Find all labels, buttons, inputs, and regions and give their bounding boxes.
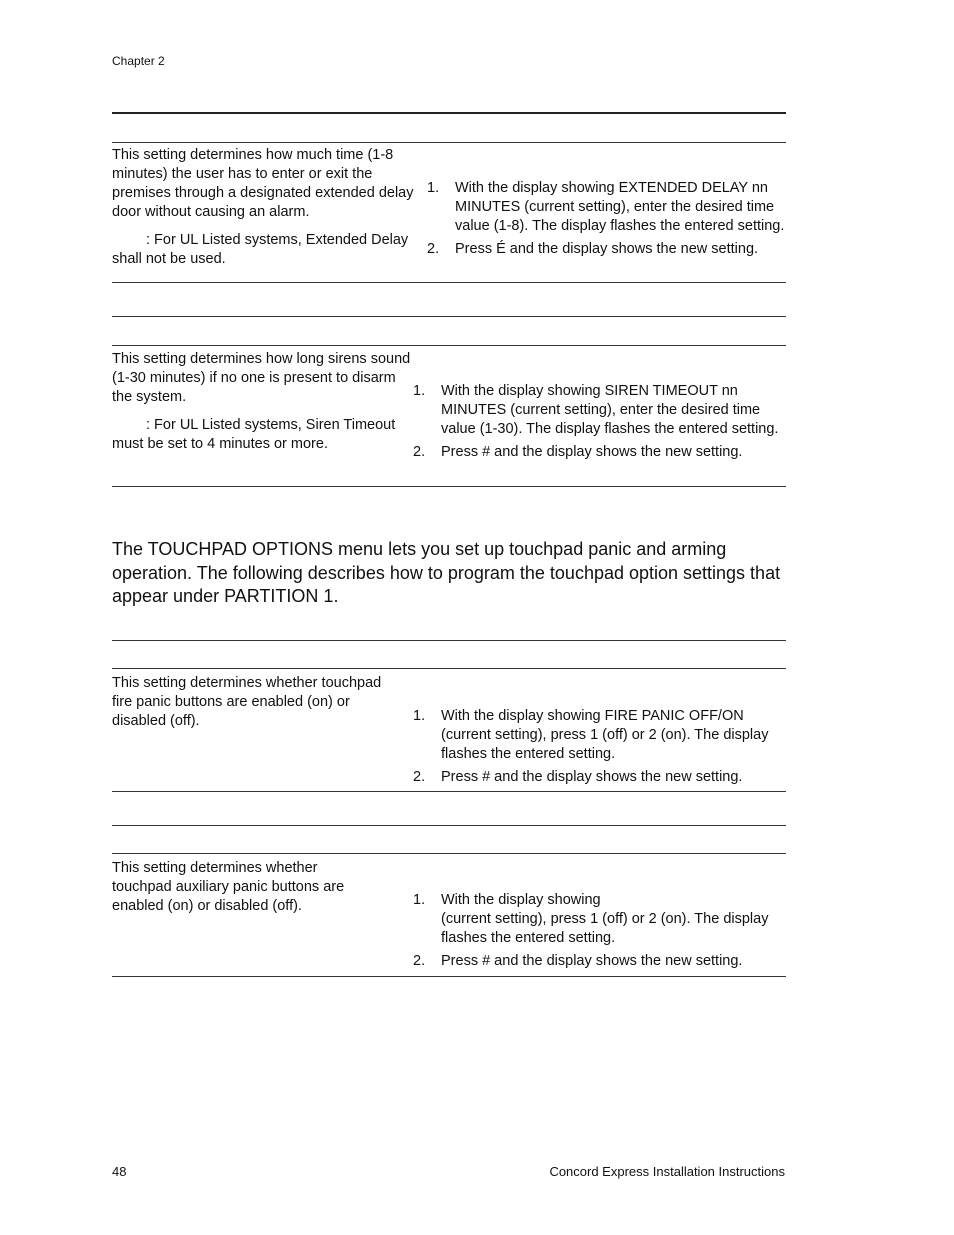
table-bottom-rule — [112, 791, 786, 792]
description-text: This setting determines whether touchpad fire panic buttons are enabled (on) or disabled (off). — [112, 675, 382, 729]
procedure-steps — [413, 707, 787, 791]
step-item: 1. With the display showing SIREN TIMEOUT nn MINUTES (current setting), enter the desired time value (1-30). The display flashes the entered setting. — [413, 383, 779, 437]
step-item: 2. Press É and the display shows the new setting. — [427, 241, 759, 257]
step-item: 2. Press # and the display shows the new setting. — [413, 444, 743, 460]
step-text: With the display showing EXTENDED DELAY nn MINUTES (current setting), enter the desired time value (1-8). The display flashes the entered setting. — [455, 180, 785, 234]
table-bottom-rule — [112, 486, 786, 487]
step-item: 2. Press # and the display shows the new setting. — [413, 953, 743, 969]
table-header-rule — [112, 345, 786, 346]
procedure-steps — [413, 382, 787, 466]
step-item: 1. With the display showing EXTENDED DELAY nn MINUTES (current setting), enter the desired time value (1-8). The display flashes the entered setting. — [427, 180, 785, 234]
step-item: 1. With the display showing (current setting), press 1 (off) or 2 (on). The display flashes the entered setting. — [413, 892, 769, 946]
table-top-rule — [112, 142, 786, 143]
section-description — [112, 146, 415, 269]
ul-note: : For UL Listed systems, Extended Delay shall not be used. — [112, 232, 409, 267]
step-text: Press # and the display shows the new setting. — [441, 769, 743, 785]
description-text: This setting determines how long sirens sound (1-30 minutes) if no one is present to disarm the system. — [112, 351, 411, 405]
section-description — [112, 350, 415, 454]
table-top-rule — [112, 825, 786, 826]
step-text: With the display showing FIRE PANIC OFF/ON (current setting), press 1 (off) or 2 (on). The display flashes the entered setting. — [441, 708, 769, 762]
table-top-rule — [112, 640, 786, 641]
step-text: Press # and the display shows the new setting. — [441, 444, 743, 460]
document-title: Concord Express Installation Instructions — [549, 1164, 785, 1179]
procedure-steps — [413, 891, 787, 975]
chapter-header: Chapter 2 — [112, 54, 165, 68]
description-text: This setting determines whether touchpad auxiliary panic buttons are enabled (on) or disabled (off). — [112, 860, 345, 914]
section-description — [112, 859, 377, 916]
section-description — [112, 674, 397, 731]
table-header-rule — [112, 853, 786, 854]
touchpad-options-intro: The TOUCHPAD OPTIONS menu lets you set up touchpad panic and arming operation. The following describes how to program the touchpad option settings that appear under PARTITION 1. — [112, 539, 781, 606]
step-text: Press # and the display shows the new setting. — [441, 953, 743, 969]
table-bottom-rule — [112, 976, 786, 977]
header-rule — [112, 112, 786, 114]
table-top-rule — [112, 316, 786, 317]
description-text: This setting determines how much time (1-8 minutes) the user has to enter or exit the premises through a designated extended delay door without causing an alarm. — [112, 147, 414, 220]
step-item: 1. With the display showing FIRE PANIC OFF/ON (current setting), press 1 (off) or 2 (on). The display flashes the entered setting. — [413, 708, 769, 762]
table-bottom-rule — [112, 282, 786, 283]
step-text: With the display showing (current setting), press 1 (off) or 2 (on). The display flashes the entered setting. — [441, 892, 769, 946]
step-text: With the display showing SIREN TIMEOUT nn MINUTES (current setting), enter the desired time value (1-30). The display flashes the entered setting. — [441, 383, 779, 437]
ul-note: : For UL Listed systems, Siren Timeout must be set to 4 minutes or more. — [112, 417, 396, 452]
page-number: 48 — [112, 1164, 127, 1179]
table-header-rule — [112, 668, 786, 669]
step-text: Press É and the display shows the new setting. — [455, 241, 759, 257]
procedure-steps — [427, 179, 787, 263]
step-item: 2. Press # and the display shows the new setting. — [413, 769, 743, 785]
